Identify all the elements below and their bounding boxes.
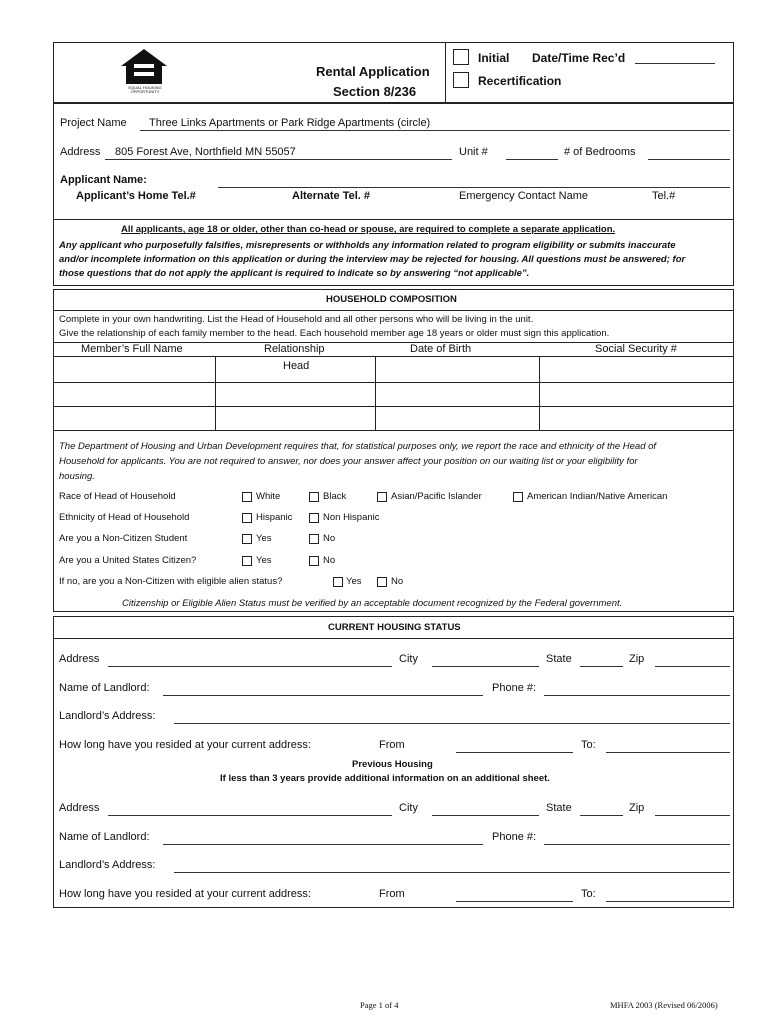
form-id: MHFA 2003 (Revised 06/2006) [610,1000,718,1010]
address-label: Address [60,146,101,158]
race-white-label: White [256,491,281,502]
previous-how-long-label: How long have you resided at your current address: [59,888,311,900]
address-value: 805 Forest Ave, Northfield MN 55057 [115,146,296,158]
head-relationship: Head [283,360,310,372]
table-row[interactable] [54,383,734,405]
race-black-checkbox[interactable] [309,492,319,502]
eligible-alien-yes-checkbox[interactable] [333,577,343,587]
current-from-label: From [379,739,405,751]
current-city-field[interactable] [432,666,539,667]
previous-landlord-address-label: Landlord’s Address: [59,859,156,871]
current-phone-field[interactable] [544,695,730,696]
race-asian-label: Asian/Pacific Islander [391,491,482,502]
current-landlord-address-field[interactable] [174,723,730,724]
current-phone-label: Phone #: [492,682,537,694]
current-to-field[interactable] [606,752,730,753]
noncitizen-student-yes-checkbox[interactable] [242,534,252,544]
logo-text: EQUAL HOUSING OPPORTUNITY [128,85,162,94]
us-citizen-label: Are you a United States Citizen? [59,555,197,566]
current-landlord-field[interactable] [163,695,483,696]
us-citizen-no-label: No [323,555,336,566]
eligible-alien-yes-label: Yes [346,576,362,587]
current-landlord-address-label: Landlord’s Address: [59,710,156,722]
household-instruction-1: Complete in your own handwriting. List the Head of Household and all other persons who will be living in the unit. [59,314,534,325]
housing-title: CURRENT HOUSING STATUS [328,622,461,633]
eligible-alien-label: If no, are you a Non-Citizen with eligible alien status? [59,576,283,587]
applicant-name-label: Applicant Name: [60,174,147,186]
current-state-field[interactable] [580,666,623,667]
col-header-relationship: Relationship [264,343,325,355]
hud-statement-2: Household for applicants. You are not required to answer, nor does your answer affect your position on our waiting list or your eligibility for [59,456,638,467]
race-native-checkbox[interactable] [513,492,523,502]
col-header-dob: Date of Birth [410,343,472,355]
col-header-name: Member’s Full Name [81,343,183,355]
current-from-field[interactable] [456,752,573,753]
current-zip-field[interactable] [655,666,730,667]
previous-to-field[interactable] [606,901,730,902]
notice-line-2: and/or incomplete information on this application or during the interview may be rejected for housing. All questions must be answered; for [59,254,686,265]
form-subtitle: Section 8/236 [333,84,417,99]
home-tel-label: Applicant’s Home Tel.# [76,190,196,202]
previous-phone-field[interactable] [544,844,730,845]
previous-zip-field[interactable] [655,815,730,816]
notice-line-1: Any applicant who purposefully falsifies, misrepresents or withholds any information related to program eligibility or submits inaccurate [59,240,676,251]
header-divider [445,42,446,103]
race-asian-checkbox[interactable] [377,492,387,502]
initial-checkbox[interactable] [453,49,469,65]
project-name-field[interactable] [140,130,730,131]
notice-divider [53,219,734,220]
applicant-name-field[interactable] [218,187,730,188]
address-field[interactable] [105,159,452,160]
noncitizen-student-no-label: No [323,533,336,544]
noncitizen-student-label: Are you a Non-Citizen Student [59,533,188,544]
emergency-contact-label: Emergency Contact Name [459,190,588,202]
notice-line-3: those questions that do not apply the applicant is required to indicate so by answering “not applicable”. [59,268,530,279]
ethnicity-hispanic-checkbox[interactable] [242,513,252,523]
previous-city-label: City [399,802,418,814]
previous-city-field[interactable] [432,815,539,816]
ethnicity-label: Ethnicity of Head of Household [59,512,190,523]
household-title: HOUSEHOLD COMPOSITION [326,294,457,305]
previous-housing-note: If less than 3 years provide additional information on an additional sheet. [220,773,550,784]
previous-phone-label: Phone #: [492,831,537,843]
project-name-label: Project Name [60,117,127,129]
race-label: Race of Head of Household [59,491,176,502]
previous-address-field[interactable] [108,815,392,816]
notice-headline: All applicants, age 18 or older, other than co-head or spouse, are required to complete a separate application. [121,224,616,235]
initial-label: Initial [478,51,510,65]
current-how-long-label: How long have you resided at your current address: [59,739,311,751]
noncitizen-student-no-checkbox[interactable] [309,534,319,544]
current-address-field[interactable] [108,666,392,667]
ethnicity-non-hispanic-label: Non Hispanic [323,512,380,523]
eligible-alien-no-label: No [391,576,404,587]
recertification-checkbox[interactable] [453,72,469,88]
previous-housing-title: Previous Housing [352,759,433,770]
current-zip-label: Zip [629,653,645,665]
eligible-alien-no-checkbox[interactable] [377,577,387,587]
hud-statement-1: The Department of Housing and Urban Development requires that, for statistical purposes only, we report the race and ethnicity of the Head of [59,441,657,452]
current-landlord-label: Name of Landlord: [59,682,150,694]
us-citizen-yes-label: Yes [256,555,272,566]
unit-label: Unit # [459,146,488,158]
previous-zip-label: Zip [629,802,645,814]
previous-state-label: State [546,802,572,814]
race-white-checkbox[interactable] [242,492,252,502]
table-row[interactable] [54,407,734,429]
emergency-tel-label: Tel.# [652,190,676,202]
recertification-label: Recertification [478,74,562,88]
race-black-label: Black [323,491,347,502]
previous-landlord-label: Name of Landlord: [59,831,150,843]
household-title-divider [53,310,734,311]
verification-note: Citizenship or Eligible Alien Status must be verified by an acceptable document recognized by the Federal government. [122,598,623,609]
race-native-label: American Indian/Native American [527,491,668,502]
ethnicity-hispanic-label: Hispanic [256,512,293,523]
unit-field[interactable] [506,159,558,160]
form-title: Rental Application [316,64,430,79]
table-row-divider-3 [53,430,734,431]
alt-tel-label: Alternate Tel. # [292,190,371,202]
current-state-label: State [546,653,572,665]
previous-from-field[interactable] [456,901,573,902]
previous-landlord-field[interactable] [163,844,483,845]
bedrooms-field[interactable] [648,159,730,160]
us-citizen-yes-checkbox[interactable] [242,556,252,566]
previous-address-label: Address [59,802,100,814]
current-address-label: Address [59,653,100,665]
bedrooms-label: # of Bedrooms [564,146,636,158]
project-name-value: Three Links Apartments or Park Ridge Apartments (circle) [149,117,431,129]
page-number: Page 1 of 4 [360,1000,399,1010]
previous-from-label: From [379,888,405,900]
housing-title-divider [53,638,734,639]
current-to-label: To: [581,739,596,751]
ethnicity-non-hispanic-checkbox[interactable] [309,513,319,523]
date-received-label: Date/Time Rec’d [532,51,626,65]
noncitizen-student-yes-label: Yes [256,533,272,544]
previous-state-field[interactable] [580,815,623,816]
us-citizen-no-checkbox[interactable] [309,556,319,566]
table-header-divider [53,356,734,357]
current-city-label: City [399,653,418,665]
col-header-ssn: Social Security # [595,343,677,355]
hud-statement-3: housing. [59,471,95,482]
previous-to-label: To: [581,888,596,900]
previous-landlord-address-field[interactable] [174,872,730,873]
household-instruction-2: Give the relationship of each family member to the head. Each household member age 18 years or older must sign this application. [59,328,610,339]
date-received-field[interactable] [635,63,715,64]
